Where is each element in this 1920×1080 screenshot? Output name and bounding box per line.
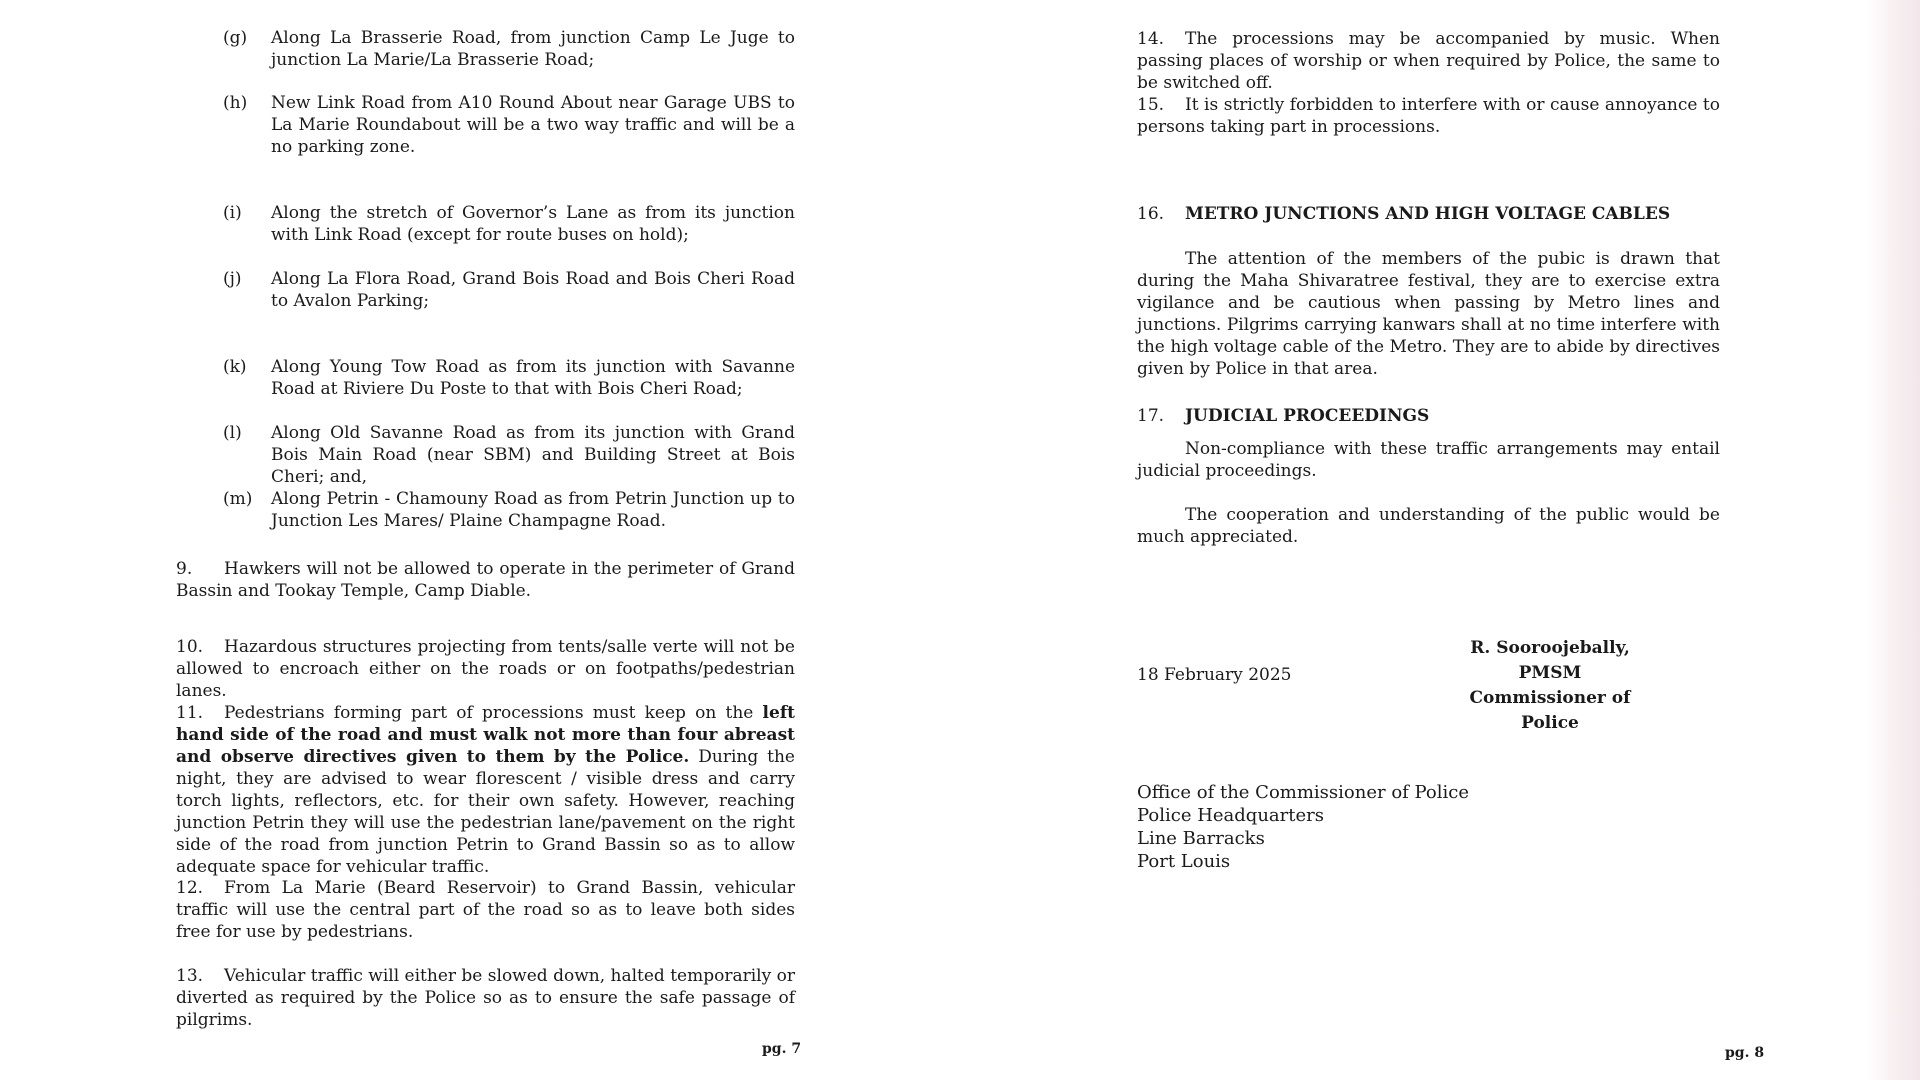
signature-block	[1450, 636, 1650, 736]
section-17-number: 17.	[1137, 406, 1165, 426]
address-block	[1137, 781, 1469, 873]
item-label-l: (l)	[223, 423, 242, 443]
address-line-2: Police Headquarters	[1137, 805, 1324, 826]
page-8	[960, 0, 1920, 1080]
section-17-text: Non-compliance with these traffic arrangements may entail judicial proceedings.	[1137, 439, 1720, 481]
signature-title: Commissioner of Police	[1469, 688, 1631, 733]
item-label-h: (h)	[223, 93, 248, 113]
closing-paragraph: The cooperation and understanding of the public would be much appreciated.	[1137, 505, 1720, 547]
item-text-i: Along the stretch of Governor’s Lane as from its junction with Link Road (except for route buses on hold);	[271, 203, 795, 245]
item-label-k: (k)	[223, 357, 247, 377]
paragraph-13	[176, 965, 795, 1031]
paragraph-13-number: 13.	[176, 966, 204, 986]
paragraph-11-text-a: Pedestrians forming part of processions must keep on the	[224, 703, 763, 723]
address-line-1: Office of the Commissioner of Police	[1137, 782, 1470, 803]
paragraph-10-text: Hazardous structures projecting from tents/salle verte will not be allowed to encroach either on the roads or on footpaths/pedestrian lanes.	[176, 637, 795, 701]
address-line-3: Line Barracks	[1137, 828, 1265, 849]
paragraph-9-text: Hawkers will not be allowed to operate in the perimeter of Grand Bassin and Tookay Temple, Camp Diable.	[176, 559, 795, 601]
paragraph-10-number: 10.	[176, 637, 204, 657]
signature-name: R. Sooroojebally, PMSM	[1470, 638, 1630, 683]
section-16-title: METRO JUNCTIONS AND HIGH VOLTAGE CABLES	[1185, 204, 1671, 224]
section-17-title: JUDICIAL PROCEEDINGS	[1185, 406, 1430, 426]
item-text-l: Along Old Savanne Road as from its junction with Grand Bois Main Road (near SBM) and Building Street at Bois Cheri; and,	[271, 423, 795, 487]
item-label-m: (m)	[223, 489, 253, 509]
paragraph-11	[176, 702, 795, 878]
page-number-right: pg. 8	[1725, 1045, 1765, 1061]
paragraph-12-number: 12.	[176, 878, 204, 898]
item-text-k: Along Young Tow Road as from its junction with Savanne Road at Riviere Du Poste to that with Bois Cheri Road;	[271, 357, 795, 399]
item-text-m: Along Petrin - Chamouny Road as from Petrin Junction up to Junction Les Mares/ Plaine Champagne Road.	[271, 489, 795, 531]
page-number-left: pg. 7	[762, 1041, 802, 1057]
item-label-i: (i)	[223, 203, 242, 223]
page-edge-shadow	[1865, 0, 1920, 1080]
paragraph-12	[176, 877, 795, 943]
item-text-g: Along La Brasserie Road, from junction Camp Le Juge to junction La Marie/La Brasserie Road;	[271, 28, 795, 70]
paragraph-11-text-bold: left hand side of the road and must walk not more than four abreast and observe directives given to them by the Police.	[176, 703, 795, 767]
paragraph-14	[1137, 28, 1720, 94]
section-16-heading	[1137, 203, 1720, 225]
paragraph-15-text: It is strictly forbidden to interfere with or cause annoyance to persons taking part in processions.	[1137, 95, 1720, 137]
document-date: 18 February 2025	[1137, 665, 1292, 685]
paragraph-14-text: The processions may be accompanied by music. When passing places of worship or when required by Police, the same to be switched off.	[1137, 29, 1720, 93]
section-16-number: 16.	[1137, 204, 1165, 224]
address-line-4: Port Louis	[1137, 851, 1231, 872]
section-16-text: The attention of the members of the pubic is drawn that during the Maha Shivaratree festival, they are to exercise extra vigilance and be cautious when passing by Metro lines and junctions. Pilgrims carrying kanwars shall at no time interfere with the high voltage cable of the Metro. They are to abide by directives given by Police in that area.	[1137, 249, 1720, 379]
paragraph-13-text: Vehicular traffic will either be slowed down, halted temporarily or diverted as required by the Police so as to ensure the safe passage of pilgrims.	[176, 966, 795, 1030]
item-label-j: (j)	[223, 269, 242, 289]
paragraph-9	[176, 558, 795, 602]
section-17-heading	[1137, 405, 1720, 427]
paragraph-9-number: 9.	[176, 559, 193, 579]
item-text-h: New Link Road from A10 Round About near Garage UBS to La Marie Roundabout will be a two way traffic and will be a no parking zone.	[271, 93, 795, 157]
paragraph-15-number: 15.	[1137, 95, 1165, 115]
paragraph-12-text: From La Marie (Beard Reservoir) to Grand Bassin, vehicular traffic will use the central part of the road so as to leave both sides free for use by pedestrians.	[176, 878, 795, 942]
paragraph-11-number: 11.	[176, 703, 204, 723]
item-text-j: Along La Flora Road, Grand Bois Road and Bois Cheri Road to Avalon Parking;	[271, 269, 795, 311]
item-label-g: (g)	[223, 28, 248, 48]
paragraph-15	[1137, 94, 1720, 138]
paragraph-10	[176, 636, 795, 702]
paragraph-14-number: 14.	[1137, 29, 1165, 49]
paragraph-11-text-b: During the night, they are advised to wear florescent / visible dress and carry torch lights, reflectors, etc. for their own safety. However, reaching junction Petrin they will use the pedestrian lane/pavement on the right side of the road from junction Petrin to Grand Bassin so as to allow adequate space for vehicular traffic.	[176, 747, 795, 877]
